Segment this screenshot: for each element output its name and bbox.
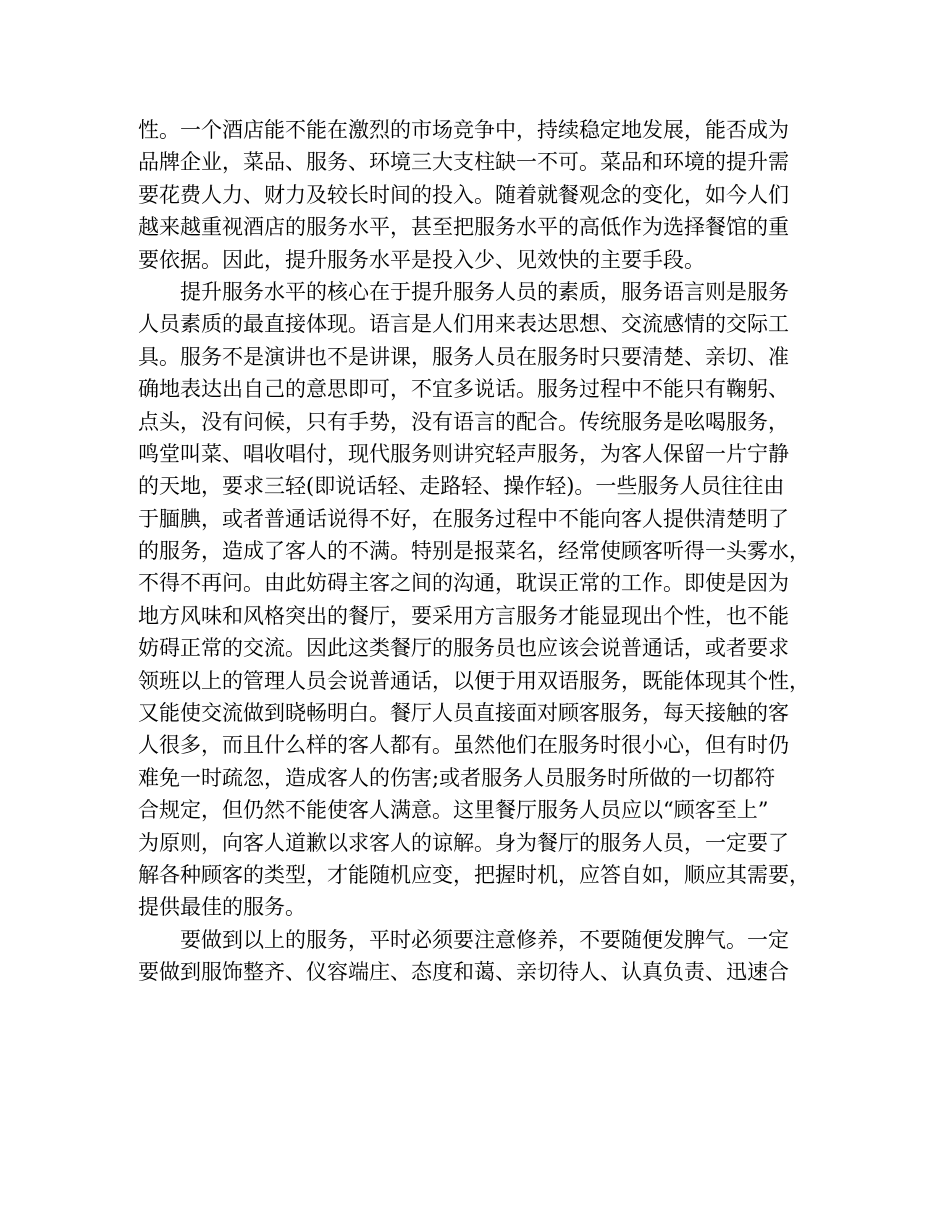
text-line: 品牌企业，菜品、服务、环境三大支柱缺一不可。菜品和环境的提升需 bbox=[138, 150, 789, 175]
text-line: 鸣堂叫菜、唱收唱付，现代服务则讲究轻声服务，为客人保留一片宁静 bbox=[138, 441, 789, 466]
text-line: 难免一时疏忽，造成客人的伤害;或者服务人员服务时所做的一切都符 bbox=[138, 765, 776, 790]
text-line: 人员素质的最直接体现。语言是人们用来表达思想、交流感情的交际工 bbox=[138, 312, 789, 337]
text-line: 解各种顾客的类型，才能随机应变，把握时机，应答自如，顺应其需要， bbox=[138, 862, 810, 887]
text-line: 要花费人力、财力及较长时间的投入。随着就餐观念的变化，如今人们 bbox=[138, 182, 789, 207]
text-line: 点头，没有问候，只有手势，没有语言的配合。传统服务是吆喝服务， bbox=[138, 409, 789, 434]
text-line: 越来越重视酒店的服务水平，甚至把服务水平的高低作为选择餐馆的重 bbox=[138, 215, 789, 240]
text-line: 为原则，向客人道歉以求客人的谅解。身为餐厅的服务人员，一定要了 bbox=[138, 830, 789, 855]
text-line: 不得不再问。由此妨碍主客之间的沟通，耽误正常的工作。即使是因为 bbox=[138, 571, 789, 596]
text-line: 人很多，而且什么样的客人都有。虽然他们在服务时很小心，但有时仍 bbox=[138, 733, 789, 758]
text-line: 的天地，要求三轻(即说话轻、走路轻、操作轻)。一些服务人员往往由 bbox=[138, 474, 785, 499]
text-line: 合规定，但仍然不能使客人满意。这里餐厅服务人员应以“顾客至上” bbox=[138, 798, 769, 823]
paragraph-first-line: 提升服务水平的核心在于提升服务人员的素质，服务语言则是服务 bbox=[180, 279, 789, 304]
text-line: 又能使交流做到晓畅明白。餐厅人员直接面对顾客服务，每天接触的客 bbox=[138, 701, 789, 726]
text-line: 要依据。因此，提升服务水平是投入少、见效快的主要手段。 bbox=[138, 247, 705, 272]
text-line: 的服务，造成了客人的不满。特别是报菜名，经常使顾客听得一头雾水， bbox=[138, 539, 810, 564]
text-line: 领班以上的管理人员会说普通话，以便于用双语服务，既能体现其个性， bbox=[138, 668, 810, 693]
text-line: 于腼腆，或者普通话说得不好，在服务过程中不能向客人提供清楚明了 bbox=[138, 506, 789, 531]
document-body bbox=[138, 114, 828, 989]
text-line: 具。服务不是演讲也不是讲课，服务人员在服务时只要清楚、亲切、准 bbox=[138, 344, 789, 369]
text-line: 提供最佳的服务。 bbox=[138, 895, 306, 920]
paragraph-first-line: 要做到以上的服务，平时必须要注意修养，不要随便发脾气。一定 bbox=[180, 927, 789, 952]
text-line: 地方风味和风格突出的餐厅，要采用方言服务才能显现出个性，也不能 bbox=[138, 603, 789, 628]
text-line: 确地表达出自己的意思即可，不宜多说话。服务过程中不能只有鞠躬、 bbox=[138, 377, 789, 402]
text-line: 性。一个酒店能不能在激烈的市场竞争中，持续稳定地发展，能否成为 bbox=[138, 118, 789, 142]
text-line: 妨碍正常的交流。因此这类餐厅的服务员也应该会说普通话，或者要求 bbox=[138, 636, 789, 661]
text-line: 要做到服饰整齐、仪容端庄、态度和蔼、亲切待人、认真负责、迅速合 bbox=[138, 960, 789, 985]
